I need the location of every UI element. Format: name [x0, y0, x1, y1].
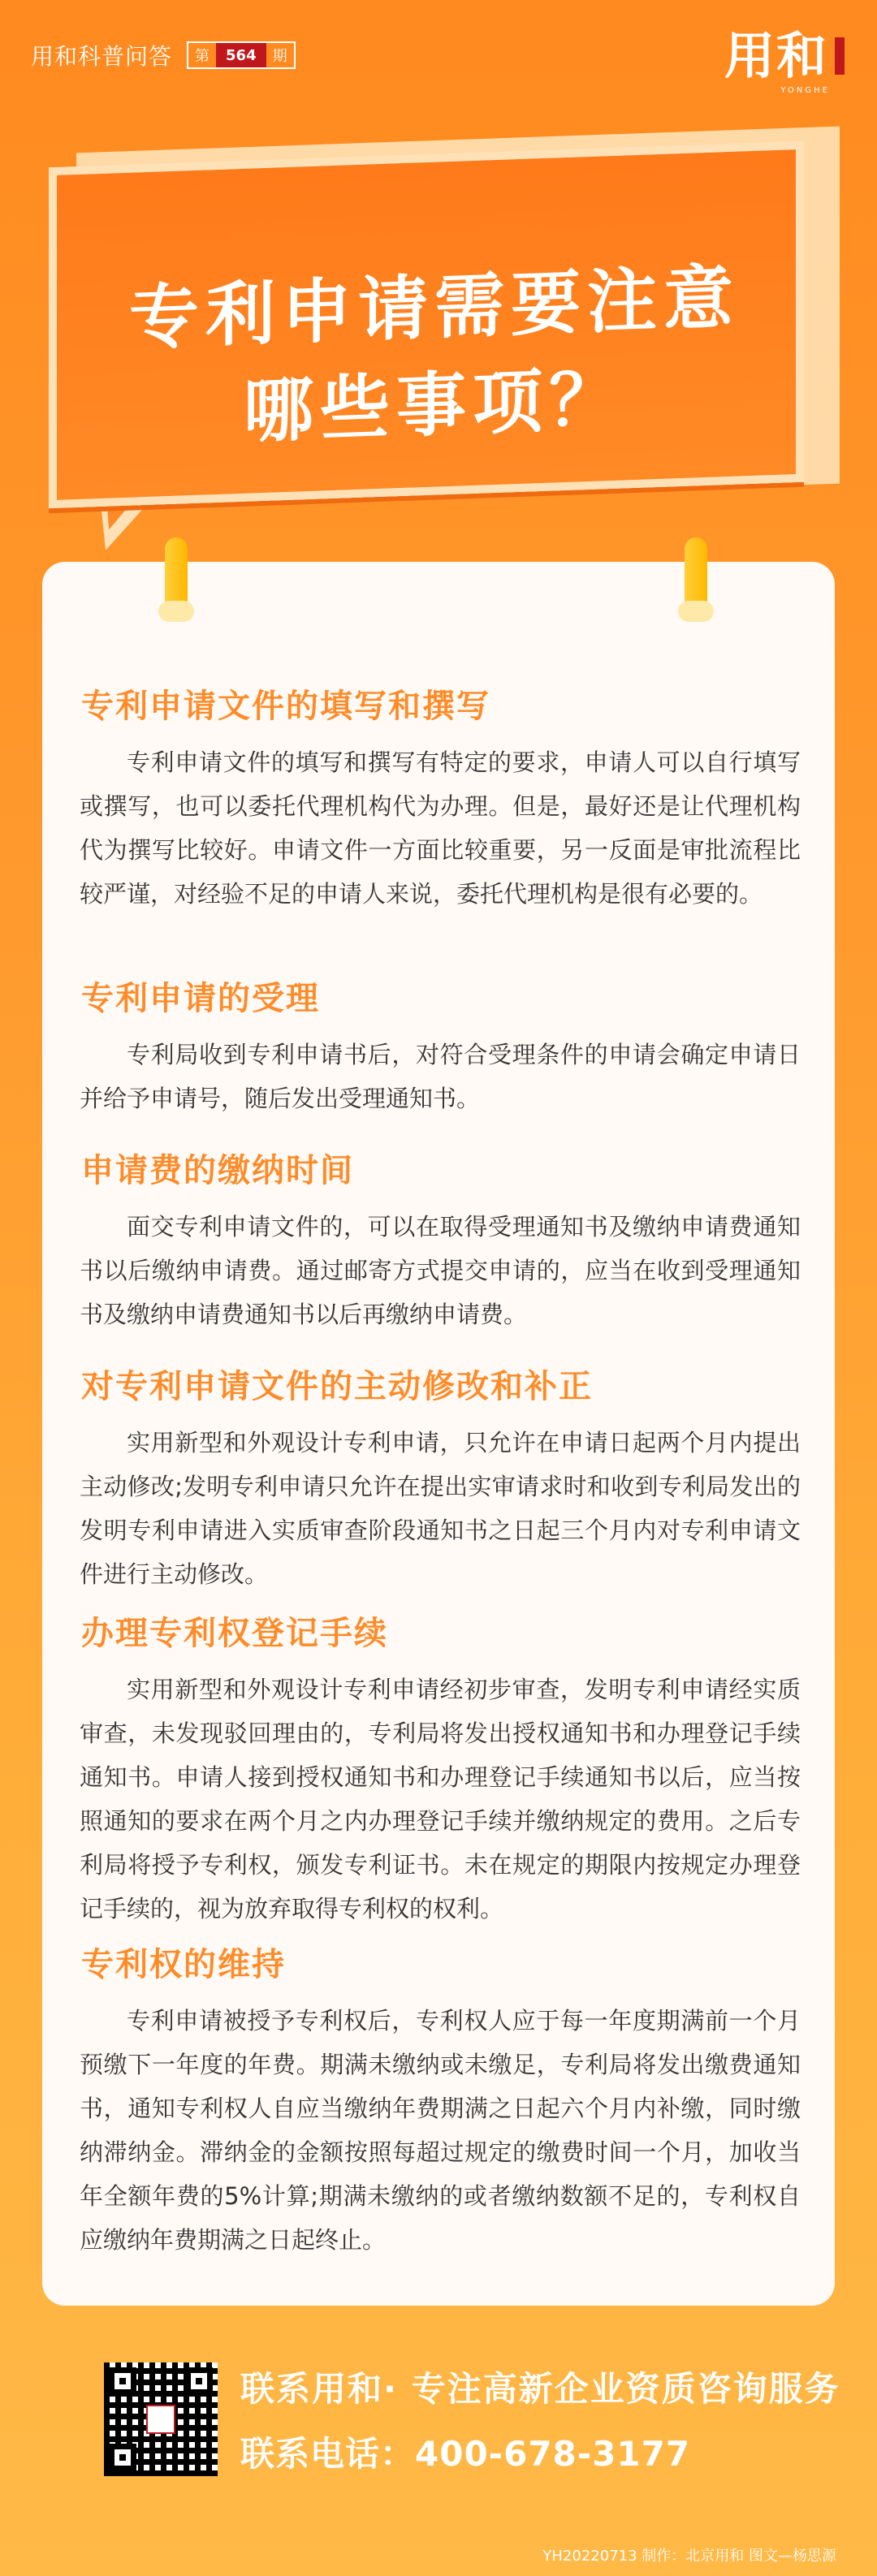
section-title-amendment: 对专利申请文件的主动修改和补正	[81, 1368, 593, 1405]
qr-center-logo	[146, 2405, 175, 2434]
contact-footer	[104, 2362, 840, 2476]
series-title: 用和科普问答	[31, 43, 173, 70]
title-line-1: 专利申请需要注意	[129, 257, 740, 360]
logo-seal	[835, 37, 845, 75]
qr-finder-bottom-left	[109, 2444, 136, 2471]
issue-number: 564	[216, 43, 266, 67]
section-body-filing: 专利申请文件的填写和撰写有特定的要求，申请人可以自行填写或撰写，也可以委托代理机构代为办理。但是，最好还是让代理机构代为撰写比较好。申请文件一方面比较重要，另一反面是审批流程比较严谨，对经验不足的申请人来说，委托代理机构是很有必要的。	[80, 749, 801, 908]
section-title-filing: 专利申请文件的填写和撰写	[81, 688, 490, 725]
section-body-acceptance: 专利局收到专利申请书后，对符合受理条件的申请会确定申请日并给予申请号，随后发出受理通知书。	[80, 1041, 801, 1112]
binder-ring-base-right	[678, 601, 714, 622]
binder-ring-base-left	[158, 601, 194, 622]
brand-logo	[724, 26, 845, 95]
logo-name: 用和	[724, 26, 828, 85]
credits: YH20220713 制作：北京用和 图文—杨思源	[542, 2548, 836, 2565]
section-title-fee-time: 申请费的缴纳时间	[81, 1152, 354, 1189]
issue-badge	[187, 41, 296, 69]
title-line-2: 哪些事项？	[244, 358, 625, 453]
bubble-body	[49, 141, 804, 508]
top-bar	[31, 39, 296, 71]
contact-phone[interactable]: 联系电话：400-678-3177	[240, 2434, 691, 2474]
issue-suffix: 期	[272, 48, 287, 65]
qr-finder-top-left	[109, 2367, 136, 2395]
section-title-acceptance: 专利申请的受理	[81, 980, 320, 1017]
contact-info	[240, 2362, 840, 2476]
issue-prefix: 第	[195, 48, 210, 65]
section-title-registration: 办理专利权登记手续	[81, 1615, 388, 1652]
title-bubble	[49, 122, 853, 544]
section-body-registration: 实用新型和外观设计专利申请经初步审查，发明专利申请经实质审查，未发现驳回理由的，专利局将发出授权通知书和办理登记手续通知书。申请人接到授权通知书和办理登记手续通知书以后，应当按照通知的要求在两个月之内办理登记手续并缴纳规定的费用。之后专利局将授予专利权，颁发专利证书。未在规定的期限内按规定办理登记手续的，视为放弃取得专利权的权利。	[80, 1676, 801, 1922]
section-body-fee-time: 面交专利申请文件的，可以在取得受理通知书及缴纳申请费通知书以后缴纳申请费。通过邮寄方式提交申请的，应当在收到受理通知书及缴纳申请费通知书以后再缴纳申请费。	[80, 1213, 801, 1328]
qr-finder-top-right	[185, 2367, 213, 2395]
section-body-maintenance: 专利申请被授予专利权后，专利权人应于每一年度期满前一个月预缴下一年度的年费。期满未缴纳或未缴足，专利局将发出缴费通知书，通知专利权人自应当缴纳年费期满之日起六个月内补缴，同时缴纳滞纳金。滞纳金的金额按照每超过规定的缴费时间一个月，加收当年全额年费的5%计算;期满未缴纳的或者缴纳数额不足的，专利权自应缴纳年费期满之日起终止。	[80, 2007, 801, 2254]
section-title-maintenance: 专利权的维持	[81, 1946, 286, 1983]
section-body-amendment: 实用新型和外观设计专利申请，只允许在申请日起两个月内提出主动修改;发明专利申请只允许在提出实审请求时和收到专利局发出的发明专利申请进入实质审查阶段通知书之日起三个月内对专利申请文件进行主动修改。	[80, 1429, 801, 1588]
logo-subtitle: YONGHE	[780, 86, 830, 95]
qr-code[interactable]	[104, 2362, 218, 2476]
contact-slogan: 联系用和· 专注高新企业资质咨询服务	[240, 2369, 840, 2409]
